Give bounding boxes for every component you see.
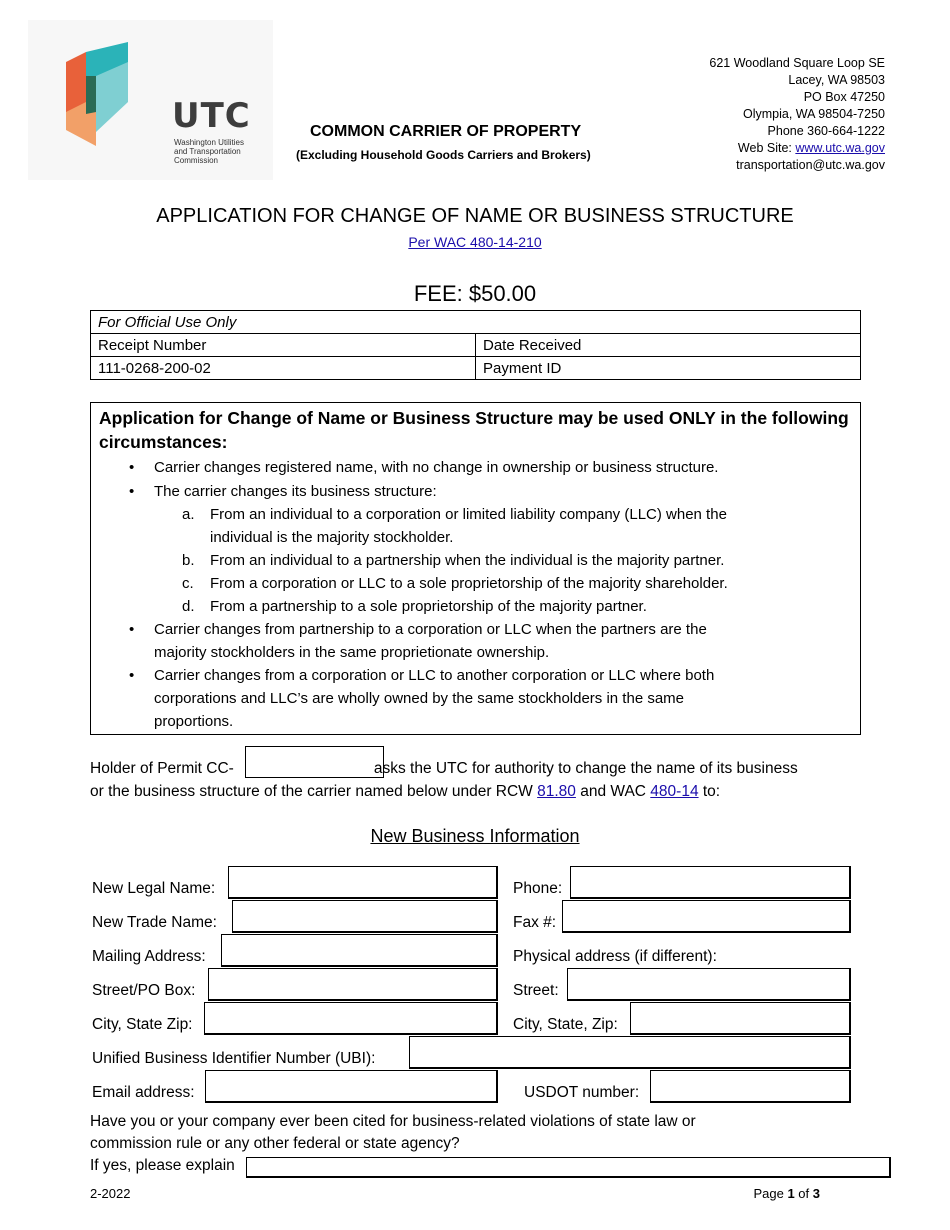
page-word: Page: [753, 1186, 788, 1201]
email-input[interactable]: [205, 1070, 498, 1103]
bullet-icon: •: [129, 459, 135, 476]
list-marker: c.: [182, 575, 194, 592]
permit-line-2: [90, 780, 798, 803]
list-item: The carrier changes its business structure:: [154, 483, 437, 500]
mailing-address-label: Mailing Address:: [92, 948, 206, 965]
table-row: [91, 357, 861, 380]
form-revision-date: 2-2022: [90, 1186, 131, 1201]
city-state-zip-right-input[interactable]: [630, 1002, 851, 1035]
wac-reference-wrap: [0, 234, 950, 250]
ubi-label: Unified Business Identifier Number (UBI):: [92, 1050, 376, 1067]
legal-name-input[interactable]: [228, 866, 498, 899]
list-marker: b.: [182, 552, 195, 569]
mailing-address-input[interactable]: [221, 934, 498, 967]
list-item-continued: proportions.: [154, 713, 234, 730]
logo-subtitle-line: and Transportation: [174, 147, 241, 156]
logo-subtitle: [174, 138, 264, 165]
fee-amount: FEE: $50.00: [413, 281, 537, 306]
explain-input[interactable]: [246, 1157, 891, 1178]
explain-label: If yes, please explain: [90, 1157, 235, 1174]
logo-wordmark: UTC: [172, 96, 251, 136]
list-marker: d.: [182, 598, 195, 615]
permit-text: to:: [698, 783, 721, 800]
usdot-input[interactable]: [650, 1070, 851, 1103]
fax-input[interactable]: [562, 900, 851, 933]
trade-name-input[interactable]: [232, 900, 498, 933]
street-label: Street:: [513, 982, 559, 999]
address-line: Olympia, WA 98504-7250: [743, 107, 885, 121]
phone-label: Phone:: [513, 880, 563, 897]
official-use-header: For Official Use Only: [91, 311, 861, 334]
address-website-row: [709, 140, 885, 157]
permit-line-1: [90, 757, 798, 780]
page-total: 3: [812, 1186, 820, 1201]
list-item: Carrier changes from partnership to a corporation or LLC when the partners are the: [154, 621, 707, 638]
circumstances-box: [90, 402, 861, 735]
usdot-label: USDOT number:: [524, 1084, 640, 1101]
ubi-input[interactable]: [409, 1036, 851, 1069]
page-of: of: [794, 1186, 813, 1201]
permit-suffix: asks the UTC for authority to change the name of its business: [373, 760, 798, 777]
rcw-link[interactable]: 81.80: [537, 783, 576, 800]
list-marker: a.: [182, 506, 195, 523]
utc-logo-mark-icon: [66, 42, 136, 146]
list-item: Carrier changes registered name, with no change in ownership or business structure.: [154, 459, 719, 476]
city-state-zip-input[interactable]: [204, 1002, 498, 1035]
logo-subtitle-line: Washington Utilities: [174, 138, 244, 147]
address-line: Lacey, WA 98503: [788, 73, 885, 87]
page-title: APPLICATION FOR CHANGE OF NAME OR BUSINESS STRUCTURE: [156, 205, 794, 227]
list-item: Carrier changes from a corporation or LLC to another corporation or LLC where both: [154, 667, 715, 684]
trade-name-label: New Trade Name:: [92, 914, 217, 931]
permit-prefix: Holder of Permit CC-: [90, 760, 234, 777]
official-use-table: [90, 310, 861, 380]
phone-input[interactable]: [570, 866, 851, 899]
utc-logo: [28, 20, 273, 180]
address-line: 621 Woodland Square Loop SE: [709, 56, 885, 70]
section-heading: New Business Information: [370, 826, 580, 846]
street-input[interactable]: [567, 968, 851, 1001]
permit-text: and WAC: [575, 783, 651, 800]
website-link[interactable]: www.utc.wa.gov: [795, 141, 885, 155]
bullet-icon: •: [129, 483, 135, 500]
form-category-title: COMMON CARRIER OF PROPERTY: [310, 123, 582, 140]
question-line: Have you or your company ever been cited for business-related violations of state law or: [90, 1113, 696, 1130]
page-current: 1: [787, 1186, 795, 1201]
list-item: From a partnership to a sole proprietorship of the majority partner.: [210, 598, 647, 615]
permit-request-text: [90, 757, 798, 803]
legal-name-label: New Legal Name:: [92, 880, 216, 897]
table-row: [91, 334, 861, 357]
payment-id-label: Payment ID: [476, 357, 861, 380]
date-received-label: Date Received: [476, 334, 861, 357]
wac-reference-link[interactable]: Per WAC 480-14-210: [408, 234, 542, 250]
fax-label: Fax #:: [513, 914, 557, 931]
street-po-input[interactable]: [208, 968, 498, 1001]
table-row: [91, 311, 861, 334]
receipt-number-value: 111-0268-200-02: [91, 357, 476, 380]
street-po-label: Street/PO Box:: [92, 982, 196, 999]
list-item: From an individual to a partnership when the individual is the majority partner.: [210, 552, 725, 569]
agency-address: [709, 55, 885, 174]
list-item: From a corporation or LLC to a sole proprietorship of the majority shareholder.: [210, 575, 728, 592]
bullet-icon: •: [129, 621, 135, 638]
list-item: From an individual to a corporation or limited liability company (LLC) when the: [210, 506, 727, 523]
circumstances-title: Application for Change of Name or Business Structure may be used ONLY in the following circumstances:: [99, 408, 849, 452]
receipt-number-label: Receipt Number: [91, 334, 476, 357]
logo-subtitle-line: Commission: [174, 156, 219, 165]
email-label: Email address:: [92, 1084, 195, 1101]
question-line: commission rule or any other federal or state agency?: [90, 1135, 460, 1152]
list-item-continued: individual is the majority stockholder.: [210, 529, 454, 546]
address-email: transportation@utc.wa.gov: [736, 158, 885, 172]
permit-text: or the business structure of the carrier named below under RCW: [90, 783, 538, 800]
wac-link[interactable]: 480-14: [650, 783, 699, 800]
address-line: PO Box 47250: [803, 90, 885, 104]
address-phone: Phone 360-664-1222: [767, 124, 885, 138]
physical-address-label: Physical address (if different):: [513, 948, 717, 965]
form-category-subtitle: (Excluding Household Goods Carriers and Brokers): [296, 148, 591, 162]
page-number: [753, 1186, 820, 1201]
city-state-zip-right-label: City, State, Zip:: [513, 1016, 618, 1033]
list-item-continued: majority stockholders in the same proprietionate ownership.: [154, 644, 550, 661]
website-label: Web Site:: [737, 141, 792, 155]
city-state-zip-label: City, State Zip:: [92, 1016, 193, 1033]
bullet-icon: •: [129, 667, 135, 684]
list-item-continued: corporations and LLC’s are wholly owned by the same stockholders in the same: [154, 690, 685, 707]
